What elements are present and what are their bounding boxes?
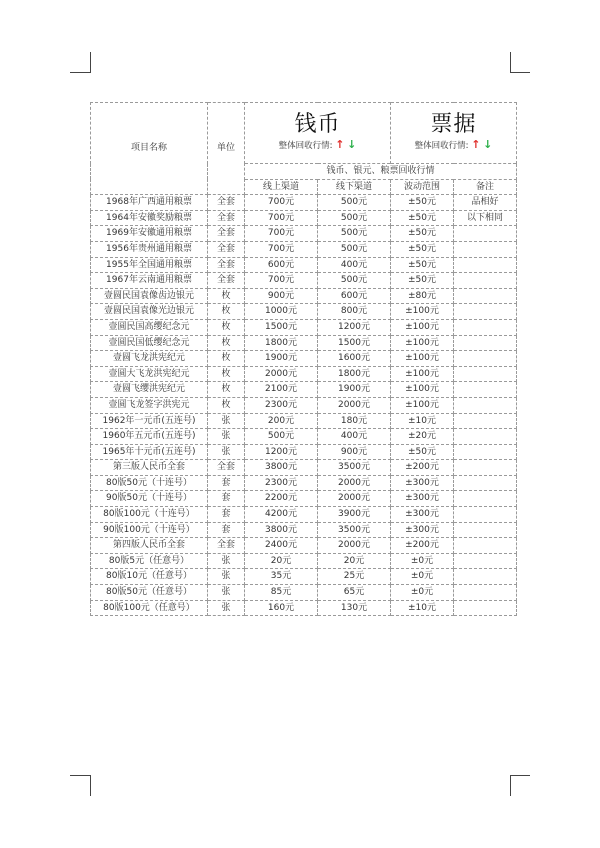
bill-trend-label: 整体回收行情: <box>414 140 469 151</box>
online-price-cell: 1800元 <box>245 335 318 351</box>
column-header-offline: 线下渠道 <box>318 179 391 195</box>
offline-price-cell: 500元 <box>318 241 391 257</box>
range-cell: ±100元 <box>391 351 454 367</box>
currency-title: 钱币 <box>294 111 341 137</box>
table-row <box>91 538 517 554</box>
online-price-cell: 200元 <box>245 413 318 429</box>
range-cell: ±10元 <box>391 413 454 429</box>
offline-price-cell: 3500元 <box>318 460 391 476</box>
table-row <box>91 226 517 242</box>
item-name-cell: 第三版人民币全套 <box>91 460 208 476</box>
table-row <box>91 569 517 585</box>
online-price-cell: 2300元 <box>245 475 318 491</box>
range-cell: ±0元 <box>391 585 454 601</box>
online-price-cell: 20元 <box>245 553 318 569</box>
item-name-cell: 壹圆民国袁像光边银元 <box>91 304 208 320</box>
unit-cell: 套 <box>208 491 245 507</box>
offline-price-cell: 1800元 <box>318 366 391 382</box>
offline-price-cell: 2000元 <box>318 475 391 491</box>
range-cell: ±300元 <box>391 507 454 523</box>
unit-cell: 张 <box>208 600 245 616</box>
bill-trend <box>391 138 516 155</box>
online-price-cell: 2200元 <box>245 491 318 507</box>
online-price-cell: 1500元 <box>245 319 318 335</box>
unit-cell: 全套 <box>208 195 245 211</box>
unit-cell: 枚 <box>208 288 245 304</box>
range-cell: ±200元 <box>391 538 454 554</box>
item-name-cell: 1968年广西通用粮票 <box>91 195 208 211</box>
table-row <box>91 319 517 335</box>
online-price-cell: 700元 <box>245 195 318 211</box>
table-row <box>91 444 517 460</box>
online-price-cell: 700元 <box>245 241 318 257</box>
table-row <box>91 429 517 445</box>
offline-price-cell: 500元 <box>318 210 391 226</box>
header-row-titles <box>91 103 517 164</box>
table-row <box>91 491 517 507</box>
unit-cell: 枚 <box>208 351 245 367</box>
offline-price-cell: 900元 <box>318 444 391 460</box>
unit-cell: 张 <box>208 444 245 460</box>
note-cell: 品相好 <box>454 195 517 211</box>
currency-trend <box>245 138 390 155</box>
unit-cell: 枚 <box>208 319 245 335</box>
range-cell: ±300元 <box>391 475 454 491</box>
unit-cell: 套 <box>208 507 245 523</box>
item-name-cell: 1969年安徽通用粮票 <box>91 226 208 242</box>
note-cell <box>454 600 517 616</box>
item-name-cell: 80版100元（十连号） <box>91 507 208 523</box>
table-row <box>91 304 517 320</box>
unit-cell: 枚 <box>208 397 245 413</box>
online-price-cell: 1000元 <box>245 304 318 320</box>
range-cell: ±100元 <box>391 366 454 382</box>
range-cell: ±100元 <box>391 319 454 335</box>
table-row <box>91 522 517 538</box>
unit-cell: 全套 <box>208 210 245 226</box>
online-price-cell: 160元 <box>245 600 318 616</box>
offline-price-cell: 500元 <box>318 273 391 289</box>
note-cell <box>454 257 517 273</box>
sub-title: 钱币、银元、粮票回收行情 <box>245 164 517 180</box>
bill-title: 票据 <box>430 111 477 137</box>
unit-cell: 全套 <box>208 241 245 257</box>
online-price-cell: 35元 <box>245 569 318 585</box>
note-cell <box>454 382 517 398</box>
unit-cell: 全套 <box>208 460 245 476</box>
table-row <box>91 413 517 429</box>
table-row <box>91 585 517 601</box>
offline-price-cell: 1500元 <box>318 335 391 351</box>
note-cell <box>454 585 517 601</box>
note-cell <box>454 444 517 460</box>
table-row <box>91 273 517 289</box>
note-cell <box>454 397 517 413</box>
unit-cell: 全套 <box>208 257 245 273</box>
table-row <box>91 288 517 304</box>
item-name-cell: 80版10元（任意号） <box>91 569 208 585</box>
online-price-cell: 2400元 <box>245 538 318 554</box>
unit-cell: 张 <box>208 413 245 429</box>
offline-price-cell: 500元 <box>318 226 391 242</box>
range-cell: ±0元 <box>391 553 454 569</box>
unit-cell: 套 <box>208 522 245 538</box>
range-cell: ±100元 <box>391 304 454 320</box>
table-row <box>91 241 517 257</box>
offline-price-cell: 1200元 <box>318 319 391 335</box>
range-cell: ±100元 <box>391 335 454 351</box>
online-price-cell: 1200元 <box>245 444 318 460</box>
online-price-cell: 700元 <box>245 226 318 242</box>
arrow-up-icon: ↑ <box>335 137 345 151</box>
unit-cell: 全套 <box>208 538 245 554</box>
offline-price-cell: 2000元 <box>318 538 391 554</box>
unit-cell: 枚 <box>208 335 245 351</box>
note-cell <box>454 538 517 554</box>
range-cell: ±50元 <box>391 210 454 226</box>
online-price-cell: 2000元 <box>245 366 318 382</box>
range-cell: ±50元 <box>391 257 454 273</box>
note-cell <box>454 475 517 491</box>
offline-price-cell: 2000元 <box>318 397 391 413</box>
currency-group-header <box>245 103 391 164</box>
unit-cell: 张 <box>208 429 245 445</box>
item-name-cell: 1967年云南通用粮票 <box>91 273 208 289</box>
note-cell <box>454 413 517 429</box>
offline-price-cell: 65元 <box>318 585 391 601</box>
range-cell: ±50元 <box>391 241 454 257</box>
offline-price-cell: 180元 <box>318 413 391 429</box>
range-cell: ±50元 <box>391 195 454 211</box>
table-row <box>91 475 517 491</box>
online-price-cell: 600元 <box>245 257 318 273</box>
item-name-cell: 80版50元（任意号） <box>91 585 208 601</box>
range-cell: ±20元 <box>391 429 454 445</box>
arrow-down-icon: ↓ <box>483 137 493 151</box>
item-name-cell: 90版50元（十连号） <box>91 491 208 507</box>
item-name-cell: 1960年五元币(五连号) <box>91 429 208 445</box>
unit-cell: 枚 <box>208 366 245 382</box>
offline-price-cell: 1600元 <box>318 351 391 367</box>
note-cell <box>454 569 517 585</box>
unit-cell: 枚 <box>208 382 245 398</box>
offline-price-cell: 25元 <box>318 569 391 585</box>
unit-cell: 套 <box>208 475 245 491</box>
offline-price-cell: 3500元 <box>318 522 391 538</box>
range-cell: ±10元 <box>391 600 454 616</box>
offline-price-cell: 1900元 <box>318 382 391 398</box>
note-cell <box>454 491 517 507</box>
table-row <box>91 366 517 382</box>
unit-cell: 全套 <box>208 226 245 242</box>
online-price-cell: 3800元 <box>245 460 318 476</box>
item-name-cell: 第四版人民币全套 <box>91 538 208 554</box>
note-cell <box>454 553 517 569</box>
offline-price-cell: 3900元 <box>318 507 391 523</box>
table-row <box>91 600 517 616</box>
online-price-cell: 2300元 <box>245 397 318 413</box>
table-row <box>91 351 517 367</box>
note-cell <box>454 507 517 523</box>
item-name-cell: 壹圆大飞龙洪宪纪元 <box>91 366 208 382</box>
offline-price-cell: 800元 <box>318 304 391 320</box>
note-cell <box>454 319 517 335</box>
item-name-cell: 1956年贵州通用粮票 <box>91 241 208 257</box>
note-cell <box>454 241 517 257</box>
currency-trend-label: 整体回收行情: <box>278 140 333 151</box>
offline-price-cell: 600元 <box>318 288 391 304</box>
item-name-cell: 1955年全国通用粮票 <box>91 257 208 273</box>
table-row <box>91 257 517 273</box>
offline-price-cell: 2000元 <box>318 491 391 507</box>
offline-price-cell: 20元 <box>318 553 391 569</box>
table-row <box>91 553 517 569</box>
table-row <box>91 397 517 413</box>
table-row <box>91 335 517 351</box>
item-name-cell: 壹圆飞缨洪宪纪元 <box>91 382 208 398</box>
arrow-up-icon: ↑ <box>471 137 481 151</box>
online-price-cell: 3800元 <box>245 522 318 538</box>
online-price-cell: 500元 <box>245 429 318 445</box>
item-name-cell: 80版100元（任意号） <box>91 600 208 616</box>
item-name-cell: 壹圆民国高缨纪念元 <box>91 319 208 335</box>
range-cell: ±50元 <box>391 226 454 242</box>
range-cell: ±50元 <box>391 444 454 460</box>
unit-cell: 张 <box>208 569 245 585</box>
offline-price-cell: 500元 <box>318 195 391 211</box>
note-cell <box>454 351 517 367</box>
item-name-cell: 1964年安徽奖励粮票 <box>91 210 208 226</box>
note-cell <box>454 226 517 242</box>
note-cell <box>454 460 517 476</box>
item-name-cell: 1962年一元币(五连号) <box>91 413 208 429</box>
table-row <box>91 507 517 523</box>
range-cell: ±300元 <box>391 491 454 507</box>
item-name-cell: 90版100元（十连号） <box>91 522 208 538</box>
online-price-cell: 4200元 <box>245 507 318 523</box>
range-cell: ±200元 <box>391 460 454 476</box>
note-cell <box>454 522 517 538</box>
note-cell <box>454 366 517 382</box>
column-header-item-name: 项目名称 <box>91 103 208 195</box>
range-cell: ±80元 <box>391 288 454 304</box>
note-cell <box>454 288 517 304</box>
offline-price-cell: 400元 <box>318 429 391 445</box>
table-row <box>91 210 517 226</box>
offline-price-cell: 130元 <box>318 600 391 616</box>
range-cell: ±100元 <box>391 382 454 398</box>
online-price-cell: 700元 <box>245 273 318 289</box>
note-cell <box>454 429 517 445</box>
online-price-cell: 700元 <box>245 210 318 226</box>
note-cell <box>454 273 517 289</box>
item-name-cell: 1965年十元币(五连号) <box>91 444 208 460</box>
item-name-cell: 80版50元（十连号） <box>91 475 208 491</box>
note-cell <box>454 304 517 320</box>
item-name-cell: 壹圆民国低缨纪念元 <box>91 335 208 351</box>
unit-cell: 全套 <box>208 273 245 289</box>
item-name-cell: 80版5元（任意号） <box>91 553 208 569</box>
offline-price-cell: 400元 <box>318 257 391 273</box>
online-price-cell: 900元 <box>245 288 318 304</box>
online-price-cell: 2100元 <box>245 382 318 398</box>
unit-cell: 枚 <box>208 304 245 320</box>
online-price-cell: 1900元 <box>245 351 318 367</box>
range-cell: ±300元 <box>391 522 454 538</box>
column-header-online: 线上渠道 <box>245 179 318 195</box>
arrow-down-icon: ↓ <box>347 137 357 151</box>
unit-cell: 张 <box>208 585 245 601</box>
table-row <box>91 195 517 211</box>
column-header-range: 波动范围 <box>391 179 454 195</box>
note-cell <box>454 335 517 351</box>
range-cell: ±100元 <box>391 397 454 413</box>
column-header-unit: 单位 <box>208 103 245 195</box>
online-price-cell: 85元 <box>245 585 318 601</box>
range-cell: ±50元 <box>391 273 454 289</box>
recycling-price-table <box>90 102 517 616</box>
range-cell: ±0元 <box>391 569 454 585</box>
item-name-cell: 壹圆飞龙洪宪纪元 <box>91 351 208 367</box>
note-cell: 以下相同 <box>454 210 517 226</box>
item-name-cell: 壹圆飞龙签字洪宪元 <box>91 397 208 413</box>
unit-cell: 张 <box>208 553 245 569</box>
table-row <box>91 382 517 398</box>
column-header-note: 备注 <box>454 179 517 195</box>
item-name-cell: 壹圆民国袁像齿边银元 <box>91 288 208 304</box>
bill-group-header <box>391 103 517 164</box>
table-row <box>91 460 517 476</box>
